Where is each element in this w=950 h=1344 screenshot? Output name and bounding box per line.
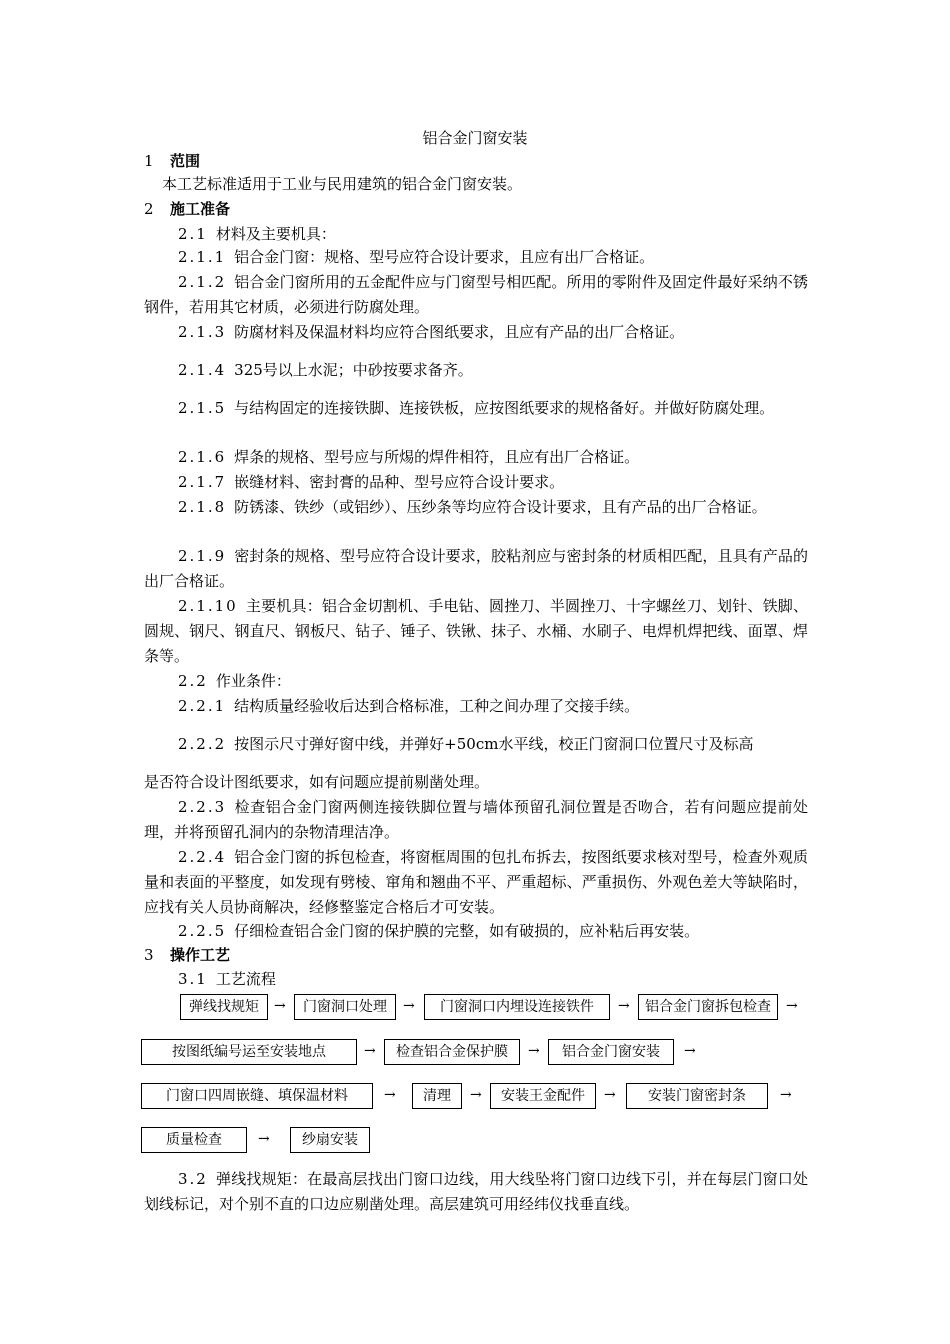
item-number: 2.1.10 xyxy=(178,597,238,615)
item-number: 2.1.1 xyxy=(178,248,227,266)
flow-step: 铝合金门窗安装 xyxy=(548,1039,674,1065)
flow-step: 质量检查 xyxy=(141,1127,247,1153)
item-3-1 xyxy=(178,968,276,989)
item-2-2-4 xyxy=(144,845,808,920)
item-number: 2.1.2 xyxy=(178,273,227,291)
item-text: 工艺流程 xyxy=(215,970,276,988)
section-title: 范围 xyxy=(170,152,201,170)
item-2-1-6 xyxy=(144,445,808,470)
item-text: 嵌缝材料、密封膏的品种、型号应符合设计要求。 xyxy=(234,473,565,491)
item-2-1-9 xyxy=(144,544,808,594)
item-number: 2.1.7 xyxy=(178,473,227,491)
item-number: 2.2.2 xyxy=(178,735,227,753)
flow-step: 铝合金门窗拆包检查 xyxy=(638,994,778,1020)
section-title: 施工准备 xyxy=(170,200,231,218)
flow-arrow: → xyxy=(470,1087,482,1103)
flow-arrow: → xyxy=(258,1131,270,1147)
flow-step: 安装门窗密封条 xyxy=(626,1083,768,1109)
document-title: 铝合金门窗安装 xyxy=(422,129,528,147)
item-text: 铝合金门窗的拆包检查，将窗框周围的包扎布拆去，按图纸要求核对型号，检查外观质量和表面的平整度，如发现有劈棱、窜角和翘曲不平、严重超标、严重损伤、外观色差大等缺陷时，应找有关人员协商解决，经修整鉴定合格后才可安装。 xyxy=(144,848,808,916)
item-2-2-5 xyxy=(144,919,808,944)
flow-arrow: → xyxy=(780,1087,792,1103)
flow-step: 弹线找规矩 xyxy=(180,994,268,1020)
item-text: 防锈漆、铁纱（或铝纱）、压纱条等均应符合设计要求，且有产品的出厂合格证。 xyxy=(234,498,767,516)
flow-step: 门窗口四周嵌缝、填保温材料 xyxy=(141,1083,373,1109)
flow-step: 门窗洞口内埋设连接铁件 xyxy=(424,994,610,1020)
flow-step: 门窗洞口处理 xyxy=(294,994,396,1020)
item-2-1 xyxy=(178,223,336,244)
section-number: 1 xyxy=(144,152,154,170)
item-number: 2.2.1 xyxy=(178,697,227,715)
item-2-2-2 xyxy=(144,732,808,757)
item-number: 2.2.4 xyxy=(178,848,227,866)
section-1-body: 本工艺标准适用于工业与民用建筑的铝合金门窗安装。 xyxy=(162,175,523,193)
section-number: 3 xyxy=(144,946,154,964)
flow-arrow: → xyxy=(403,998,415,1014)
flow-arrow: → xyxy=(786,998,798,1014)
item-2-1-8 xyxy=(144,495,808,520)
flow-arrow: → xyxy=(604,1087,616,1103)
section-number: 2 xyxy=(144,200,154,218)
item-2-2 xyxy=(178,670,291,691)
item-number: 2.1.9 xyxy=(178,547,227,565)
item-2-1-2 xyxy=(144,270,808,320)
item-text: 按图示尺寸弹好窗中线，并弹好+50cm水平线，校正门窗洞口位置尺寸及标高 xyxy=(234,735,754,753)
item-2-2-1 xyxy=(144,694,808,719)
item-number: 2.1.4 xyxy=(178,361,227,379)
section-title: 操作工艺 xyxy=(170,946,231,964)
item-2-1-1 xyxy=(144,245,808,270)
item-text: 材料及主要机具： xyxy=(215,225,336,243)
item-2-2-3 xyxy=(144,795,808,845)
item-number: 2.1.6 xyxy=(178,448,227,466)
item-text: 焊条的规格、型号应与所焬的焊件相符，且应有出厂合格证。 xyxy=(234,448,640,466)
section-3-heading xyxy=(144,944,230,965)
flow-step: 清理 xyxy=(412,1083,462,1109)
item-text: 主要机具：铝合金切割机、手电钻、圆挫刀、半圆挫刀、十字螺丝刀、划针、铁脚、圆规、钢尺、钢直尺、钢板尺、钻子、锤子、铁锹、抹子、水桶、水刷子、电焊机焊把线、面罩、焊条等。 xyxy=(144,597,808,665)
flow-arrow: → xyxy=(274,998,286,1014)
item-2-1-3 xyxy=(144,320,808,345)
item-number: 2.2.3 xyxy=(178,798,227,816)
item-2-1-5 xyxy=(144,396,808,421)
flow-step: 按图纸编号运至安装地点 xyxy=(141,1039,357,1065)
flow-step: 检查铝合金保护膜 xyxy=(384,1039,520,1065)
item-text: 仔细检查铝合金门窗的保护膜的完整，如有破损的，应补粘后再安装。 xyxy=(234,922,700,940)
flow-step: 纱扇安装 xyxy=(290,1127,370,1153)
item-2-2-2-continued: 是否符合设计图纸要求，如有问题应提前剔凿处理。 xyxy=(144,773,490,791)
item-number: 2.1.5 xyxy=(178,399,227,417)
item-number: 3.2 xyxy=(178,1170,208,1188)
item-text: 检查铝合金门窗两侧连接铁脚位置与墙体预留孔洞位置是否吻合，若有问题应提前处理，并将预留孔洞内的杂物清理洁净。 xyxy=(144,798,808,841)
flow-arrow: → xyxy=(528,1043,540,1059)
item-2-1-7 xyxy=(144,470,808,495)
item-text: 与结构固定的连接铁脚、连接铁板，应按图纸要求的规格备好。并做好防腐处理。 xyxy=(234,399,775,417)
flow-arrow: → xyxy=(618,998,630,1014)
item-text: 铝合金门窗所用的五金配件应与门窗型号相匹配。所用的零附件及固定件最好采纳不锈钢件，若用其它材质，必须进行防腐处理。 xyxy=(144,273,808,316)
item-3-2 xyxy=(144,1167,808,1217)
item-number: 2.2.5 xyxy=(178,922,227,940)
section-1-heading xyxy=(144,150,200,171)
item-number: 3.1 xyxy=(178,970,208,988)
item-text: 弹线找规矩：在最高层找出门窗口边线，用大线坠将门窗口边线下引，并在每层门窗口处划线标记，对个别不直的口边应剔凿处理。高层建筑可用经纬仪找垂直线。 xyxy=(144,1170,808,1213)
item-text: 防腐材料及保温材料均应符合图纸要求，且应有产品的出厂合格证。 xyxy=(234,323,685,341)
item-text: 325号以上水泥；中砂按要求备齐。 xyxy=(234,361,473,379)
item-number: 2.1.3 xyxy=(178,323,227,341)
item-2-1-10 xyxy=(144,594,808,669)
item-2-1-4 xyxy=(144,358,808,383)
item-text: 密封条的规格、型号应符合设计要求，胶粘剂应与密封条的材质相匹配，且具有产品的出厂合格证。 xyxy=(144,547,808,590)
section-2-heading xyxy=(144,198,230,219)
item-text: 作业条件： xyxy=(215,672,291,690)
flow-arrow: → xyxy=(384,1087,396,1103)
flow-arrow: → xyxy=(684,1043,696,1059)
item-number: 2.1.8 xyxy=(178,498,227,516)
item-text: 结构质量经验收后达到合格标准，工种之间办理了交接手续。 xyxy=(234,697,640,715)
flow-step: 安装王金配件 xyxy=(490,1083,596,1109)
item-number: 2.1 xyxy=(178,225,208,243)
item-text: 铝合金门窗：规格、型号应符合设计要求，且应有出厂合格证。 xyxy=(234,248,655,266)
flow-arrow: → xyxy=(364,1043,376,1059)
item-number: 2.2 xyxy=(178,672,208,690)
